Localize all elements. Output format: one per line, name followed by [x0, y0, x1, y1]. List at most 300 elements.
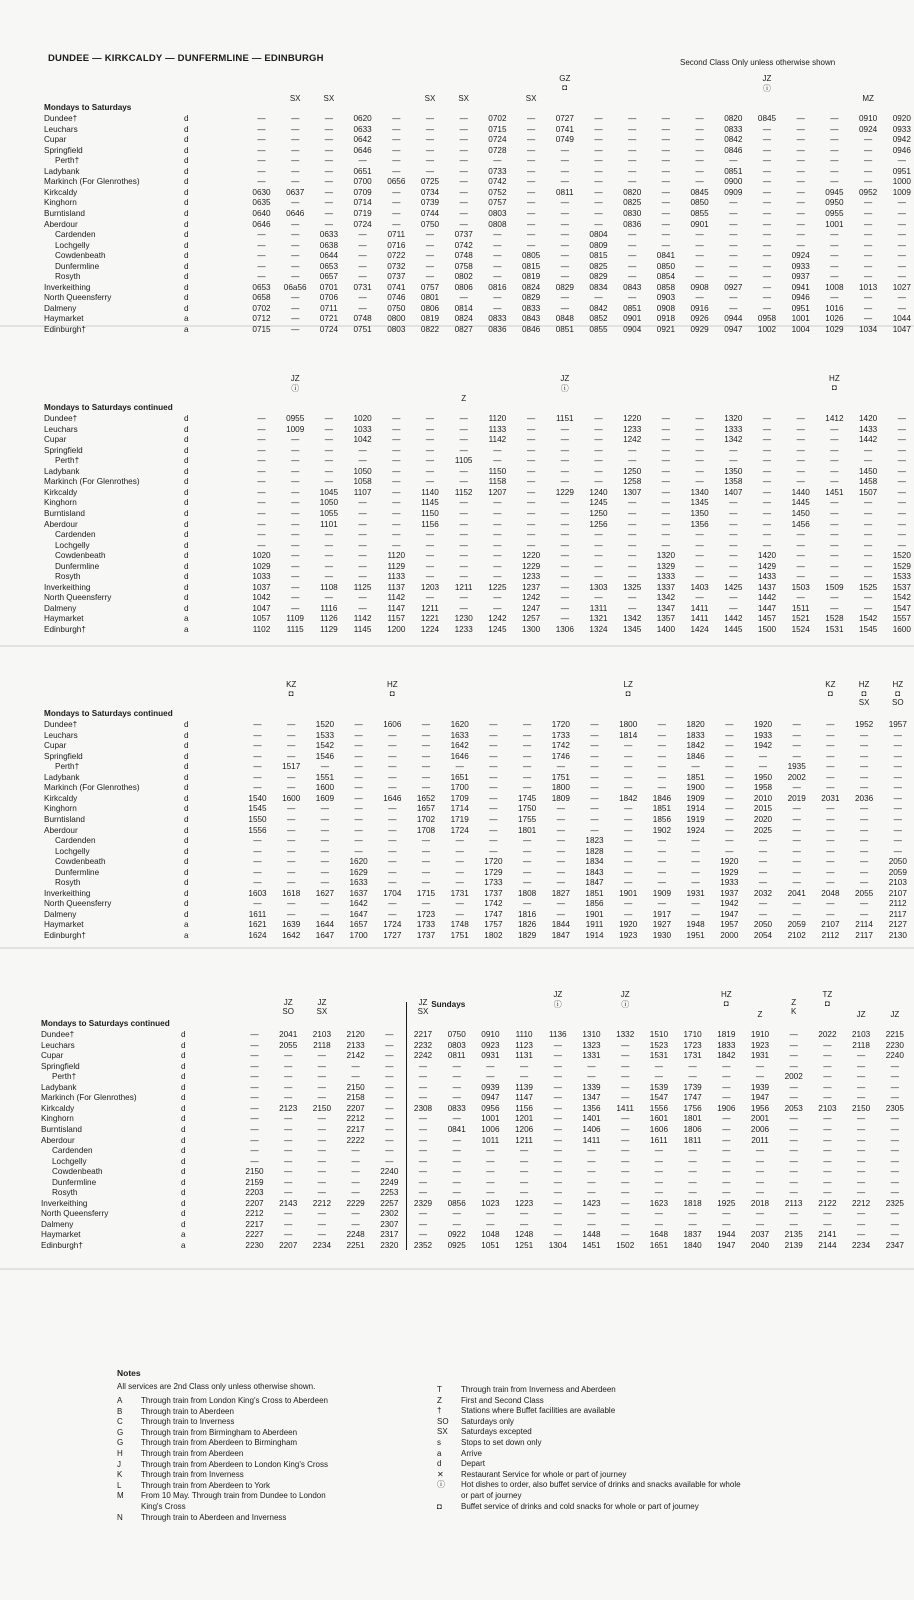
time-cell: — [284, 1082, 293, 1092]
time-cell: 1930 [652, 931, 671, 940]
time-cell: 0825 [623, 198, 642, 208]
time-cell: 1045 [319, 487, 338, 497]
time-cell: 1303 [589, 582, 608, 592]
time-cell: — [291, 466, 300, 476]
time-cell: — [594, 114, 603, 123]
time-cell: — [661, 530, 670, 540]
time-cell: 1325 [623, 582, 642, 592]
time-cell: — [486, 1146, 495, 1156]
time-cell: 1109 [286, 614, 304, 624]
time-cell: 1909 [652, 888, 671, 898]
time-cell: — [527, 219, 536, 229]
station-row [44, 761, 914, 772]
time-cell: — [762, 124, 772, 134]
time-cell: — [594, 540, 603, 550]
time-cell: 0918 [656, 314, 675, 324]
time-cell: — [587, 1209, 596, 1219]
time-cell: 1629 [349, 867, 368, 877]
time-cell: 0916 [690, 303, 709, 313]
time-cell: 1837 [683, 1230, 702, 1240]
time-cell: — [388, 846, 397, 856]
time-cell: — [493, 551, 502, 561]
time-cell: — [722, 1146, 731, 1156]
time-cell: 1002 [757, 325, 777, 334]
time-cell: — [830, 240, 839, 250]
time-cell: — [789, 1156, 798, 1166]
note-text: Arrive [461, 1448, 482, 1458]
time-cell: — [897, 424, 906, 434]
station-name: Kinghorn [44, 804, 77, 814]
station-row [44, 898, 914, 909]
time-cell: 0633 [319, 230, 338, 240]
station-row [44, 856, 914, 867]
time-cell: — [762, 230, 772, 240]
time-cell: — [324, 424, 333, 434]
time-cell: — [590, 741, 599, 751]
time-cell: — [830, 477, 839, 487]
time-cell: 1919 [686, 814, 705, 824]
time-cell: — [560, 519, 569, 529]
time-cell: 2142 [346, 1051, 365, 1061]
arrive-depart-flag: d [181, 1072, 186, 1082]
service-code: HZ [829, 374, 840, 383]
time-cell: — [792, 899, 801, 909]
arrive-depart-flag: d [184, 572, 189, 582]
time-cell: 1747 [683, 1093, 702, 1103]
time-cell: — [864, 314, 873, 324]
time-cell: — [792, 804, 801, 814]
time-cell: — [388, 909, 397, 919]
time-cell: — [857, 1177, 866, 1187]
time-cell: — [830, 551, 839, 561]
time-cell: — [291, 230, 300, 240]
time-cell: — [351, 1209, 360, 1219]
time-cell: — [291, 487, 300, 497]
time-cell: 1651 [649, 1241, 668, 1250]
time-cell: 1450 [858, 466, 878, 476]
time-cell: — [695, 166, 704, 176]
time-cell: 2113 [784, 1198, 803, 1208]
note-key: A [117, 1396, 123, 1405]
time-cell: 0845 [690, 187, 709, 197]
time-cell: — [826, 772, 835, 782]
time-cell: — [864, 177, 873, 187]
station-row [44, 550, 914, 561]
time-cell: 2117 [855, 931, 873, 940]
time-cell: 1620 [450, 720, 469, 729]
time-cell: — [392, 114, 401, 123]
time-cell: — [257, 135, 266, 145]
fold-line [0, 947, 914, 949]
time-cell: 1339 [582, 1082, 601, 1092]
time-cell: 0646 [353, 145, 372, 155]
arrive-depart-flag: d [184, 899, 189, 909]
time-cell: 1851 [585, 888, 604, 898]
time-cell: 2122 [818, 1198, 837, 1208]
time-cell: 1250 [623, 466, 642, 476]
time-cell: — [729, 593, 738, 603]
station-name: Kirkcaldy [44, 187, 78, 197]
time-cell: 1545 [248, 804, 267, 814]
time-cell: — [317, 1230, 326, 1240]
time-cell: — [594, 135, 603, 145]
time-cell: — [388, 836, 397, 846]
time-cell: 0944 [724, 314, 743, 324]
arrive-depart-flag: d [181, 1040, 186, 1050]
time-cell: — [257, 156, 266, 166]
time-cell: — [556, 804, 565, 814]
note-key: L [117, 1480, 122, 1490]
time-cell: 2242 [413, 1051, 433, 1061]
time-cell: — [291, 572, 300, 582]
time-cell: — [253, 836, 262, 846]
time-cell: — [459, 530, 468, 540]
time-cell: 2011 [751, 1135, 769, 1145]
time-cell: — [560, 145, 569, 155]
time-cell: 1221 [420, 614, 440, 624]
time-cell: 1358 [724, 477, 743, 487]
time-cell: 1347 [656, 603, 675, 613]
station-row [44, 909, 914, 920]
time-cell: 0929 [690, 325, 709, 334]
station-name: Edinburgh† [44, 325, 86, 334]
time-cell: 1320 [656, 551, 675, 561]
time-cell: 1105 [454, 456, 473, 466]
time-cell: — [762, 540, 772, 550]
time-cell: 1808 [517, 888, 537, 898]
time-cell: — [830, 519, 839, 529]
time-cell: 0904 [623, 325, 642, 334]
time-cell: — [489, 804, 498, 814]
arrive-depart-flag: d [181, 1030, 186, 1039]
time-cell: 0700 [353, 177, 372, 187]
station-row [44, 208, 914, 219]
time-cell: — [354, 804, 363, 814]
arrive-depart-flag: d [184, 540, 189, 550]
time-cell: — [897, 477, 906, 487]
time-cell: — [291, 240, 300, 250]
station-name: Aberdour [44, 519, 78, 529]
time-cell: — [893, 836, 902, 846]
time-cell: — [493, 230, 502, 240]
time-cell: 0758 [454, 261, 473, 271]
time-cell: — [860, 878, 869, 888]
arrive-depart-flag: d [184, 230, 189, 240]
time-cell: — [358, 272, 367, 282]
service-code: JZ [418, 998, 428, 1007]
time-cell: — [796, 156, 805, 166]
time-cell: — [257, 435, 266, 445]
time-cell: 1337 [656, 582, 675, 592]
time-cell: 1356 [690, 519, 709, 529]
time-cell: — [560, 208, 569, 218]
time-cell: — [729, 251, 738, 261]
time-cell: — [890, 1177, 899, 1187]
arrive-depart-flag: d [184, 888, 189, 898]
time-cell: 2234 [851, 1241, 871, 1250]
arrive-depart-flag: d [184, 793, 189, 803]
time-cell: — [392, 166, 401, 176]
note-text: Through train to Aberdeen [141, 1406, 234, 1416]
time-cell: 1407 [724, 487, 743, 497]
time-cell: — [826, 836, 835, 846]
time-cell: 1240 [589, 487, 608, 497]
time-cell: — [425, 114, 435, 123]
time-cell: — [421, 741, 431, 751]
arrive-depart-flag: d [184, 772, 189, 782]
time-cell: — [317, 1082, 326, 1092]
station-name: Cardenden [55, 836, 96, 846]
time-cell: — [253, 899, 262, 909]
time-cell: 1600 [892, 625, 911, 634]
station-name: Leuchars [44, 124, 78, 134]
time-cell: 1809 [551, 793, 570, 803]
time-cell: 1542 [858, 614, 878, 624]
time-cell: 0927 [724, 282, 743, 292]
time-cell: — [654, 1188, 663, 1198]
station-row [44, 540, 914, 551]
time-cell: 1542 [315, 741, 334, 751]
time-cell: — [392, 435, 401, 445]
time-cell: — [695, 572, 704, 582]
time-cell: — [493, 293, 502, 303]
service-code: TZ [822, 990, 833, 999]
time-cell: — [257, 487, 266, 497]
time-cell: — [826, 857, 835, 867]
time-cell: — [354, 772, 363, 782]
time-cell: 1257 [521, 614, 541, 624]
time-cell: 1950 [753, 772, 773, 782]
time-cell: 1920 [720, 857, 739, 867]
time-cell: — [893, 741, 902, 751]
time-cell: 0804 [589, 230, 608, 240]
time-cell: — [594, 177, 603, 187]
time-cell: — [556, 857, 565, 867]
time-cell: 0732 [387, 261, 406, 271]
time-cell: — [284, 1124, 293, 1134]
time-cell: — [486, 1209, 495, 1219]
station-row [44, 166, 914, 177]
time-cell: — [628, 603, 637, 613]
time-cell: — [624, 878, 633, 888]
time-cell: 1356 [582, 1103, 601, 1113]
time-cell: — [864, 551, 873, 561]
time-cell: — [628, 519, 637, 529]
arrive-depart-flag: d [184, 477, 189, 487]
time-cell: — [250, 1103, 259, 1113]
time-cell: 0824 [521, 282, 541, 292]
time-cell: — [830, 293, 839, 303]
time-cell: — [358, 261, 367, 271]
time-cell: — [324, 414, 333, 423]
station-name: Burntisland [41, 1124, 82, 1134]
time-cell: — [695, 251, 704, 261]
time-cell: 0750 [447, 1030, 466, 1039]
service-code: SX [458, 94, 470, 103]
station-name: Springfield [44, 445, 83, 455]
time-cell: — [257, 251, 266, 261]
time-cell: — [661, 456, 670, 466]
note-text: From 10 May. Through train from Dundee to London [141, 1491, 326, 1501]
station-name: Inverkeithing [44, 582, 91, 592]
hot-dishes-icon: ⓘ [621, 1000, 630, 1009]
time-cell: — [320, 804, 329, 814]
time-cell: 2217 [346, 1124, 365, 1134]
time-cell: 1242 [623, 435, 642, 445]
station-name: Markinch (For Glenrothes) [44, 477, 140, 487]
time-cell: — [527, 135, 536, 145]
time-cell: — [657, 741, 666, 751]
time-cell: — [628, 177, 637, 187]
time-cell: 1225 [488, 582, 507, 592]
time-cell: 2212 [851, 1198, 871, 1208]
time-cell: 1150 [421, 508, 439, 518]
time-cell: 1150 [488, 466, 507, 476]
time-cell: — [796, 456, 805, 466]
time-cell: 1823 [585, 836, 604, 846]
station-row [44, 424, 914, 435]
time-cell: — [527, 230, 536, 240]
station-row [44, 624, 914, 635]
note-text: Through train from Aberdeen [141, 1449, 244, 1458]
time-cell: 1411 [690, 614, 709, 624]
time-cell: 1507 [858, 487, 878, 497]
time-cell: — [520, 1146, 529, 1156]
time-cell: — [729, 240, 738, 250]
time-cell: 1503 [791, 582, 810, 592]
station-name: Perth† [55, 156, 80, 166]
time-cell: 1724 [450, 825, 469, 835]
time-cell: — [388, 867, 397, 877]
time-cell: 0748 [454, 251, 473, 261]
arrive-depart-flag: d [184, 424, 189, 434]
time-cell: — [324, 208, 333, 218]
note-text: Through train from Inverness [141, 1470, 244, 1480]
time-cell: 1320 [724, 414, 743, 423]
time-cell: — [864, 261, 873, 271]
note-key: † [437, 1406, 442, 1416]
time-cell: — [762, 466, 772, 476]
time-cell: — [459, 508, 468, 518]
arrive-depart-flag: d [184, 187, 189, 197]
time-cell: 0836 [488, 325, 507, 334]
time-cell: 2229 [346, 1198, 365, 1208]
time-cell: 1924 [686, 825, 705, 835]
station-name: Springfield [44, 145, 83, 155]
station-name: Lochgelly [55, 240, 90, 250]
time-cell: — [762, 508, 772, 518]
time-cell: 0846 [724, 145, 743, 155]
time-cell: — [823, 1146, 832, 1156]
time-cell: 1801 [517, 825, 537, 835]
time-cell: — [729, 519, 738, 529]
arrive-depart-flag: d [181, 1167, 186, 1177]
time-cell: — [823, 1040, 832, 1050]
time-cell: — [621, 1188, 630, 1198]
time-cell: — [826, 899, 835, 909]
time-cell: — [392, 466, 401, 476]
time-cell: 1142 [353, 614, 372, 624]
time-cell: 1901 [619, 888, 638, 898]
time-cell: 2135 [784, 1230, 803, 1240]
service-code: K [791, 1007, 797, 1016]
time-cell: 0637 [286, 187, 305, 197]
time-cell: 2050 [753, 920, 773, 930]
time-cell: 1939 [750, 1082, 770, 1092]
time-cell: — [452, 1167, 461, 1177]
time-cell: — [358, 530, 367, 540]
time-cell: — [287, 720, 296, 729]
time-cell: 1800 [619, 720, 638, 729]
time-cell: — [587, 1177, 596, 1187]
time-cell: — [823, 1188, 832, 1198]
time-cell: — [459, 198, 468, 208]
time-cell: — [425, 145, 435, 155]
time-cell: 2215 [885, 1030, 904, 1039]
time-cell: — [722, 1177, 731, 1187]
time-cell: — [594, 219, 603, 229]
time-cell: 0952 [858, 187, 878, 197]
note-text: Through train from Aberdeen to York [141, 1480, 270, 1490]
arrive-depart-flag: d [184, 846, 189, 856]
time-cell: 2347 [885, 1241, 904, 1250]
time-cell: 1345 [623, 625, 642, 634]
station-row [41, 1124, 911, 1135]
time-cell: 2040 [750, 1241, 770, 1250]
time-cell: 2240 [885, 1051, 904, 1061]
time-cell: 1742 [551, 741, 570, 751]
station-row [44, 730, 914, 741]
station-row [44, 582, 914, 593]
time-cell: — [654, 1219, 663, 1229]
time-cell: 1523 [649, 1040, 668, 1050]
time-cell: 1611 [650, 1135, 668, 1145]
time-cell: 0651 [353, 166, 372, 176]
time-cell: 0958 [757, 314, 777, 324]
time-cell: 2212 [346, 1114, 365, 1124]
station-name: Cupar [41, 1051, 64, 1061]
time-cell: 0721 [319, 314, 338, 324]
time-cell: — [250, 1030, 259, 1039]
time-cell: — [287, 783, 296, 793]
time-cell: — [789, 1061, 798, 1071]
time-cell: 1008 [825, 282, 844, 292]
time-cell: — [250, 1040, 259, 1050]
station-name: North Queensferry [41, 1209, 109, 1219]
buffet-icon: ◘ [831, 383, 837, 392]
time-cell: — [493, 240, 502, 250]
time-cell: — [486, 1072, 495, 1082]
time-cell: 0801 [420, 293, 440, 303]
station-name: Springfield [44, 751, 83, 761]
buffet-icon: ◘ [625, 689, 631, 698]
time-cell: — [796, 208, 805, 218]
time-cell: 1723 [416, 909, 436, 919]
time-cell: — [388, 730, 397, 740]
arrive-depart-flag: a [184, 325, 189, 334]
time-cell: — [725, 814, 734, 824]
time-cell: — [661, 424, 670, 434]
time-cell: — [864, 303, 873, 313]
service-code: MZ [862, 94, 874, 103]
time-cell: — [587, 1219, 596, 1229]
time-cell: — [452, 1146, 461, 1156]
time-cell: — [418, 1188, 428, 1198]
time-cell: — [796, 561, 805, 571]
time-cell: — [489, 783, 498, 793]
time-cell: 1442 [724, 614, 743, 624]
time-cell: — [527, 466, 536, 476]
